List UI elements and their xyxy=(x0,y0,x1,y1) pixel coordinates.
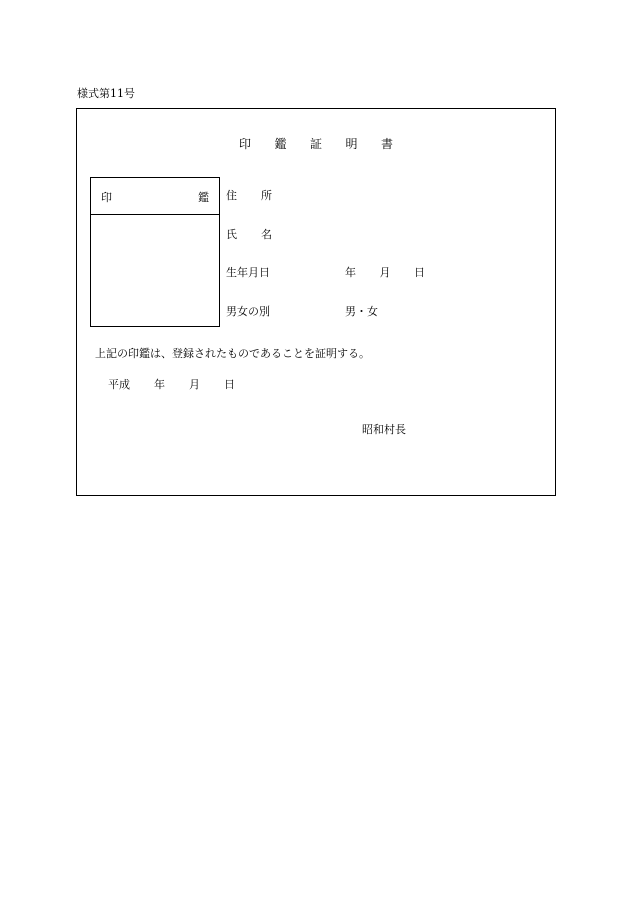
birth-date-char: 日 xyxy=(414,266,425,279)
birth-date-char: 年 xyxy=(345,266,356,279)
issue-date xyxy=(108,376,235,392)
name-label xyxy=(226,226,272,242)
issue-date-char: 日 xyxy=(224,378,235,391)
issue-date-char: 平成 xyxy=(108,378,130,391)
document-title xyxy=(239,135,393,152)
certification-statement: 上記の印鑑は、登録されたものであることを証明する。 xyxy=(95,347,370,360)
birth-date-char: 月 xyxy=(379,266,391,279)
sex-value: 男・女 xyxy=(345,305,378,318)
issuer-title: 昭和村長 xyxy=(362,423,406,436)
birth-date-label: 生年月日 xyxy=(226,266,270,279)
address-label-char: 住 xyxy=(226,189,237,202)
title-char: 証 xyxy=(309,137,322,151)
birth-date-value xyxy=(345,264,425,280)
issue-date-char: 年 xyxy=(154,378,165,391)
seal-label xyxy=(101,189,209,205)
issue-date-char: 月 xyxy=(189,378,200,391)
seal-label-char: 印 xyxy=(101,191,112,204)
sex-label: 男女の別 xyxy=(226,305,270,318)
title-char: 明 xyxy=(345,137,358,151)
title-char: 書 xyxy=(380,137,393,151)
address-label xyxy=(226,187,272,203)
title-char: 印 xyxy=(239,137,252,151)
seal-label-char: 鑑 xyxy=(198,191,209,204)
title-char: 鑑 xyxy=(274,137,287,151)
name-label-char: 氏 xyxy=(226,228,237,241)
seal-box xyxy=(90,177,220,327)
form-number: 様式第11号 xyxy=(77,87,135,100)
seal-box-header xyxy=(91,178,219,215)
name-label-char: 名 xyxy=(261,228,272,241)
address-label-char: 所 xyxy=(261,189,272,202)
